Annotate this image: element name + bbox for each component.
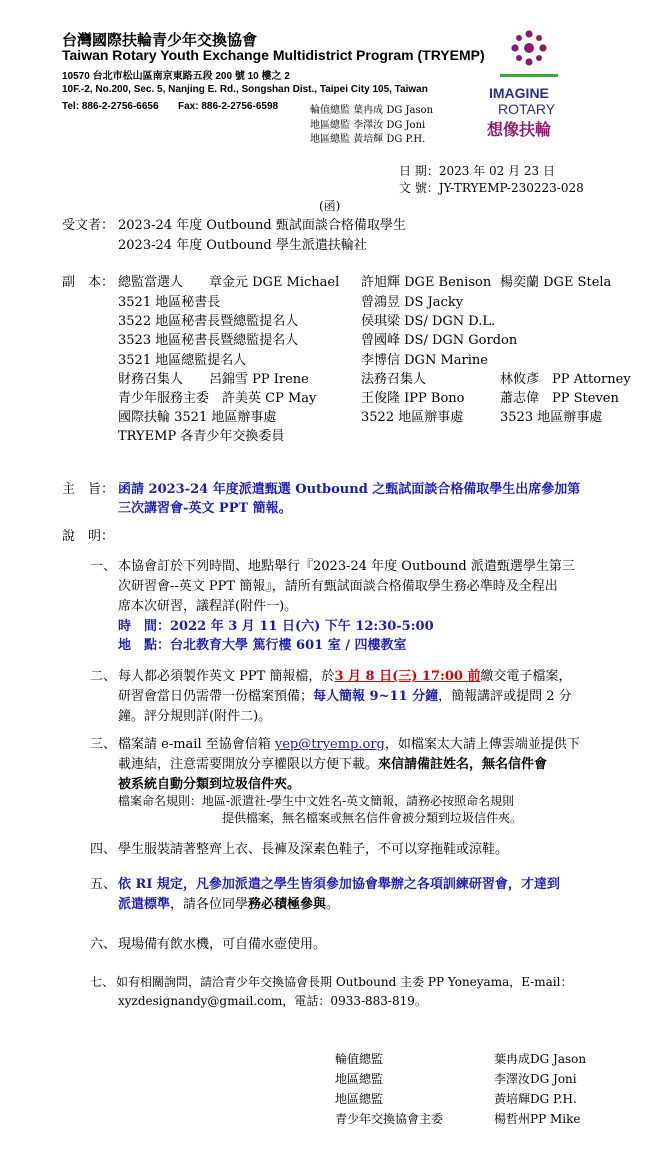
item-3-line-3: 被系統自動分類到垃圾信件夾。	[118, 777, 301, 792]
deadline-text: 3 月 8 日(三) 17:00 前	[334, 669, 481, 684]
item-4-number: 四、	[90, 842, 117, 857]
item-2-line-2	[118, 685, 572, 704]
item-3-line-1-a: 檔案請 e-mail 至協會信箱	[118, 737, 271, 752]
cc-row-1-col-2: 許旭輝 DGE Benison	[361, 275, 492, 290]
item-6-number: 六、	[90, 937, 117, 952]
item-1-line-2: 次研習會--英文 PPT 簡報』，請所有甄試面談合格備取學生務必準時及全程出	[118, 579, 558, 594]
cc-row-6-col-2: 法務召集人	[361, 372, 427, 387]
item-5-line-1: 依 RI 規定，凡參加派遣之學生皆須參加協會舉辦之各項訓練研習會，才達到	[118, 877, 560, 892]
logo-rotary-text: ROTARY	[498, 101, 556, 117]
cc-row-5-col-1: 3521 地區總監提名人	[118, 353, 247, 368]
signature-name-4: 楊哲州PP Mike	[494, 1112, 581, 1126]
cc-row-2-col-1: 3521 地區秘書長	[118, 295, 221, 310]
imagine-rotary-logo	[487, 28, 564, 139]
tel: Tel: 886-2-2756-6656	[62, 101, 159, 112]
governor-line-3: 地區總監 黃培輝 DG P.H.	[310, 134, 426, 145]
item-3-line-2-b: 來信請備註姓名，無名信件會	[378, 757, 548, 772]
explain-label: 說 明：	[62, 529, 115, 544]
item-1-time: 時 間：2022 年 3 月 11 日(六) 下午 12:30-5:00	[118, 619, 434, 634]
cc-row-2-col-2: 曾鴻昱 DS Jacky	[361, 295, 464, 310]
doc-date: 日 期：2023 年 02 月 23 日	[399, 164, 555, 178]
cc-row-6-col-3: 林攸彥 PP Attorney	[500, 372, 631, 387]
signature-name-2: 李澤汝DG Joni	[494, 1072, 577, 1086]
address-cn: 10570 台北市松山區南京東路五段 200 號 10 樓之 2	[62, 71, 290, 82]
letter-type: (函)	[319, 199, 341, 213]
fax: Fax: 886-2-2756-6598	[178, 101, 279, 112]
logo-imagine-text: IMAGINE	[489, 85, 549, 101]
item-1-place: 地 點：台北教育大學 篤行樓 601 室 / 四樓教室	[118, 638, 407, 653]
item-3-line-2	[118, 753, 547, 772]
signature-name-1: 葉冉成DG Jason	[494, 1052, 587, 1066]
item-5-line-2-a: 派遣標準	[118, 897, 171, 912]
recipient-line-1: 2023-24 年度 Outbound 甄試面談合格備取學生	[118, 218, 406, 233]
item-1-line-1: 本協會訂於下列時間、地點舉行『2023-24 年度 Outbound 派遣甄選學生第三	[118, 559, 575, 574]
signature-title-2: 地區總監	[335, 1072, 384, 1086]
item-2-line-3: 鐘。評分規則詳(附件二)。	[118, 709, 272, 724]
item-3-line-1-b: ，如檔案太大請上傳雲端並提供下	[384, 737, 580, 752]
item-2-line-1-a: 每人都必須製作英文 PPT 簡報檔，於	[118, 669, 335, 684]
rotary-wheel-icon	[494, 28, 564, 86]
item-5-number: 五、	[90, 877, 117, 892]
cc-row-4-col-1: 3523 地區秘書長暨總監提名人	[118, 333, 299, 348]
cc-row-8-col-1: 國際扶輪 3521 地區辦事處	[118, 410, 277, 425]
item-7-number: 七、	[90, 975, 115, 989]
item-3-number: 三、	[90, 737, 117, 752]
item-5-line-2-c: 務必積極參與	[248, 897, 327, 912]
cc-row-7-col-3: 蕭志偉 PP Steven	[500, 391, 619, 406]
subject-line-1: 函請 2023-24 年度派遣甄選 Outbound 之甄試面談合格備取學生出席參加第	[118, 482, 581, 497]
item-1-line-3: 席本次研習，議程詳(附件一)。	[118, 599, 298, 614]
item-3-line-2-a: 載連結，注意需要開放分享權限以方便下載。	[118, 757, 379, 772]
cc-row-9-col-1: TRYEMP 各青少年交換委員	[118, 429, 285, 444]
cc-row-3-col-2: 侯琪梁 DS/ DGN D.L.	[361, 314, 496, 329]
item-5-line-2-d: 。	[326, 897, 340, 912]
recipient-line-2: 2023-24 年度 Outbound 學生派遣扶輪社	[118, 238, 367, 253]
item-4-text: 學生服裝請著整齊上衣、長褲及深素色鞋子，不可以穿拖鞋或涼鞋。	[118, 842, 509, 857]
subject-label: 主 旨：	[62, 482, 115, 497]
cc-label: 副 本：	[62, 275, 115, 290]
item-5-line-2	[118, 893, 339, 912]
doc-number: 文 號：JY-TRYEMP-230223-028	[399, 181, 584, 195]
governor-line-1: 輪值總監 葉冉成 DG Jason	[310, 105, 434, 116]
item-2-line-1-c: 繳交電子檔案，	[480, 669, 572, 684]
governor-line-2: 地區總監 李澤汝 DG Joni	[310, 120, 426, 131]
subject-line-2: 三次講習會-英文 PPT 簡報。	[118, 501, 292, 516]
signature-title-3: 地區總監	[335, 1092, 384, 1106]
item-2-number: 二、	[90, 669, 117, 684]
naming-rule-line-2: 提供檔案，無名檔案或無名信件會被分類到垃圾信件夾。	[222, 811, 523, 825]
cc-row-7-col-2: 王俊隆 IPP Bono	[361, 391, 465, 406]
cc-row-4-col-2: 曾國峰 DS/ DGN Gordon	[361, 333, 518, 348]
item-2-line-2-c: ，簡報講評或提問 2 分	[438, 689, 572, 704]
item-7-line-2: xyzdesignandy@gmail.com，電話：0933-883-819。	[118, 994, 427, 1008]
signature-title-1: 輪值總監	[335, 1052, 384, 1066]
naming-rule-line-1: 檔案命名規則：地區-派遣社-學生中文姓名-英文簡報，請務必按照命名規則	[118, 794, 515, 808]
cc-row-8-col-2: 3522 地區辦事處	[361, 410, 464, 425]
cc-row-1-col-1: 總監當選人 章金元 DGE Michael	[118, 275, 340, 290]
signature-title-4: 青少年交換協會主委	[335, 1112, 444, 1126]
association-email-link[interactable]: yep@tryemp.org	[274, 737, 385, 752]
logo-cn-text: 想像扶輪	[487, 122, 552, 139]
recipients-label: 受文者：	[62, 218, 115, 233]
item-3-line-1	[118, 733, 580, 752]
cc-row-6-col-1: 財務召集人 呂錦雪 PP Irene	[118, 372, 309, 387]
item-7-line-1: 如有相關詢問，請洽青少年交換協會長期 Outbound 主委 PP Yoneyama，E-mail：	[116, 975, 573, 989]
cc-row-1-col-3: 楊奕蘭 DGE Stela	[500, 275, 612, 290]
cc-row-3-col-1: 3522 地區秘書長暨總監提名人	[118, 314, 299, 329]
cc-row-7-col-1: 青少年服務主委 許美英 CP May	[118, 391, 317, 406]
item-2-line-2-a: 研習會當日仍需帶一份檔案預備；	[118, 689, 314, 704]
org-name-cn: 台灣國際扶輪青少年交換協會	[62, 32, 258, 49]
address-en: 10F.-2, No.200, Sec. 5, Nanjing E. Rd., Songshan Dist., Taipei City 105, Taiwan	[62, 84, 428, 95]
org-name-en: Taiwan Rotary Youth Exchange Multidistrict Program (TRYEMP)	[62, 47, 485, 63]
item-2-line-1	[118, 665, 571, 684]
item-1-number: 一、	[90, 559, 117, 574]
item-6-text: 現場備有飲水機，可自備水壺使用。	[118, 937, 327, 952]
item-5-line-2-b: ，請各位同學	[170, 897, 249, 912]
cc-row-5-col-2: 李博信 DGN Marine	[361, 353, 488, 368]
presentation-duration: 每人簡報 9~11 分鐘	[313, 689, 439, 704]
signature-name-3: 黃培輝DG P.H.	[494, 1092, 577, 1106]
cc-row-8-col-3: 3523 地區辦事處	[500, 410, 603, 425]
